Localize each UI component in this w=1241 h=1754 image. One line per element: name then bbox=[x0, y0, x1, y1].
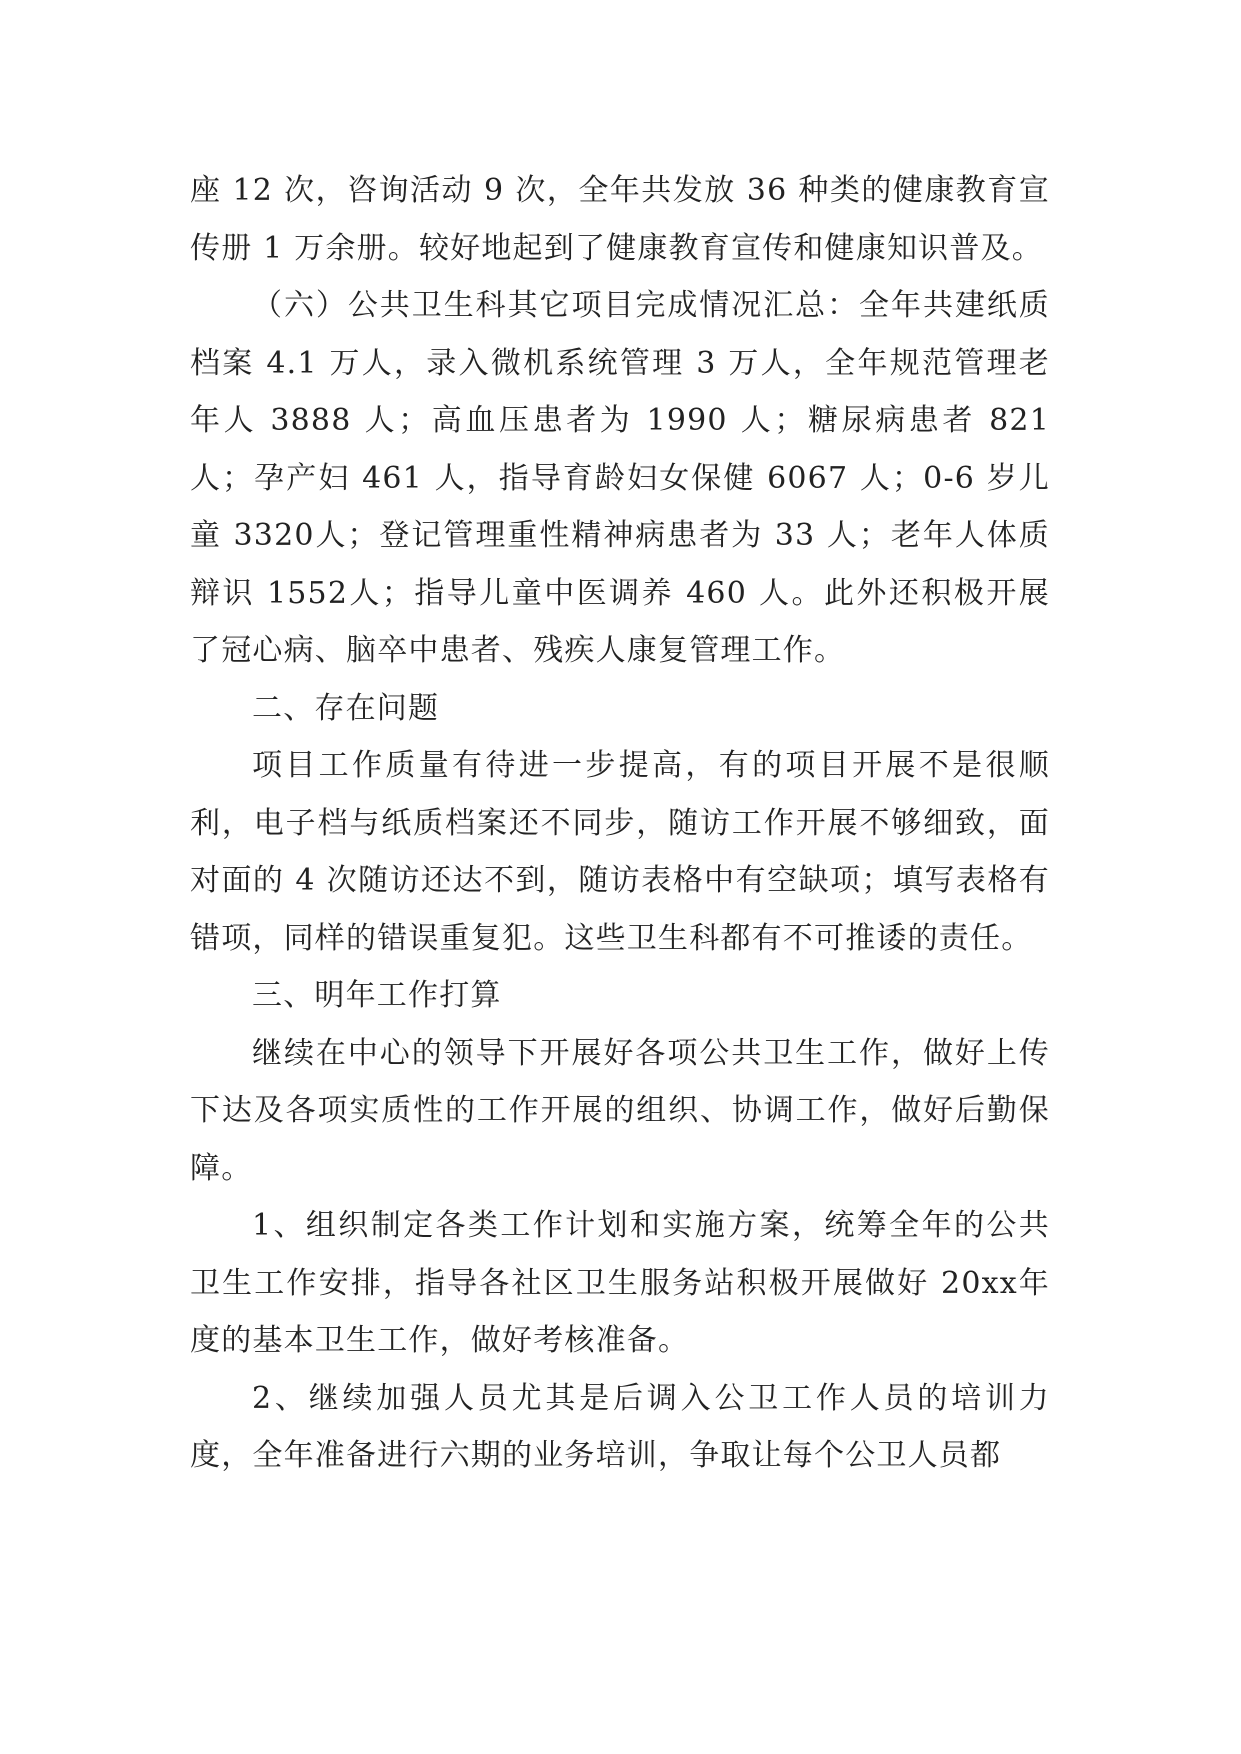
paragraph-other-projects-summary: （六）公共卫生科其它项目完成情况汇总：全年共建纸质档案 4.1 万人，录入微机系统管理 3 万人，全年规范管理老年人 3888 人；高血压患者为 1990 人；糖尿病患者 821 人；孕产妇 461 人，指导育龄妇女保健 6067 人；0-6 岁儿童 3320人；登记管理重性精神病患者为 33 人；老年人体质辩识 1552人；指导儿童中医调养 460 人。此外还积极开展了冠心病、脑卒中患者、残疾人康复管理工作。 bbox=[190, 288, 1050, 668]
paragraph-plan-item-2: 2、继续加强人员尤其是后调入公卫工作人员的培训力度，全年准备进行六期的业务培训，争取让每个公卫人员都 bbox=[190, 1380, 1050, 1473]
paragraph-problems-detail: 项目工作质量有待进一步提高，有的项目开展不是很顺利，电子档与纸质档案还不同步，随访工作开展不够细致，面对面的 4 次随访还达不到，随访表格中有空缺项；填写表格有错项，同样的错误重复犯。这些卫生科都有不可推诿的责任。 bbox=[190, 748, 1050, 956]
document-body bbox=[190, 162, 1050, 1485]
paragraph-plan-intro: 继续在中心的领导下开展好各项公共卫生工作，做好上传下达及各项实质性的工作开展的组织、协调工作，做好后勤保障。 bbox=[190, 1035, 1050, 1186]
heading-existing-problems: 二、存在问题 bbox=[252, 690, 440, 726]
heading-next-year-plan: 三、明年工作打算 bbox=[252, 978, 502, 1013]
paragraph-health-education-stats: 座 12 次，咨询活动 9 次，全年共发放 36 种类的健康教育宣传册 1 万余册。较好地起到了健康教育宣传和健康知识普及。 bbox=[190, 173, 1050, 266]
paragraph-plan-item-1: 1、组织制定各类工作计划和实施方案，统筹全年的公共卫生工作安排，指导各社区卫生服务站积极开展做好 20xx年度的基本卫生工作，做好考核准备。 bbox=[190, 1208, 1050, 1358]
